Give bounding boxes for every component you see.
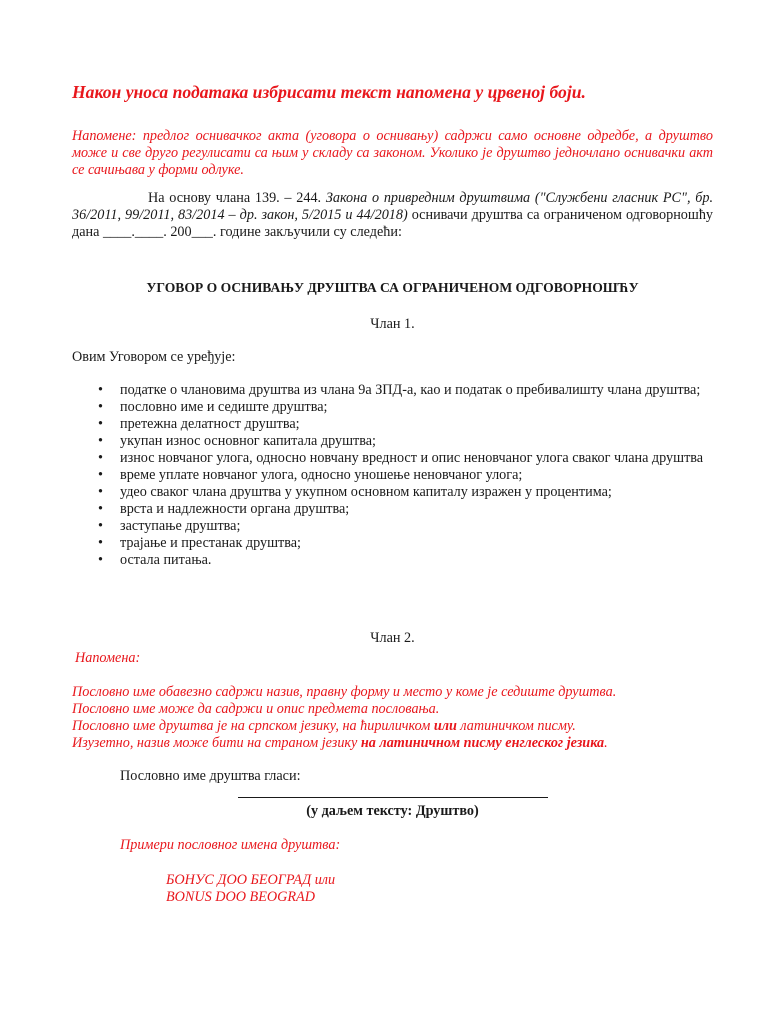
intro-part1: На основу члана 139. – 244. [148,190,326,206]
bullet-icon: • [98,450,103,466]
note-line [72,718,713,735]
note-text: Изузетно, назив може бити на страном језику [72,735,361,751]
note-business-name [72,684,713,752]
bullet-icon: • [98,399,103,415]
bullet-icon: • [98,467,103,483]
list-item-text: удео сваког члана друштва у укупном основном капиталу изражен у процентима; [120,484,612,500]
note-text: латиничком писму. [456,718,576,734]
further-text-note: (у даљем тексту: Друштво) [306,803,479,819]
regulated-items-list [96,382,713,569]
bullet-icon: • [98,535,103,551]
note-text: Пословно име друштва је на српском језику, на ћириличком [72,718,434,734]
note-label: Напомена: [75,650,141,666]
bullet-icon: • [98,433,103,449]
intro-paragraph [72,190,713,241]
note-text: . [604,735,608,751]
bullet-icon: • [98,518,103,534]
bullet-icon: • [98,552,103,568]
note-emphasis: или [433,718,457,734]
list-item [96,467,713,484]
list-item [96,501,713,518]
bullet-icon: • [98,501,103,517]
examples-list [166,872,713,906]
list-item [96,552,713,569]
list-item-text: време уплате новчаног улога, односно уношење неновчаног улога; [120,467,523,483]
example-item: BONUS DOO BEOGRAD [166,889,315,905]
business-name-label: Пословно име друштва гласи: [120,768,301,784]
note-founding-act: Напомене: предлог оснивачког акта (уговора о оснивању) садржи само основне одредбе, а друштво може и све друго регулисати са њим у складу са законом. Уколико је друштво једночлано оснивачки акт се сачињава у форми одлуке. [72,128,713,178]
list-item [96,484,713,501]
list-item [96,518,713,535]
examples-label: Примери пословног имена друштва: [120,837,341,853]
list-item-text: податке о члановима друштва из члана 9а ЗПД-а, као и податак о пребивалишту члана друштва; [120,382,701,398]
note-line: Пословно име обавезно садржи назив, правну форму и место у коме је седиште друштва. [72,684,617,700]
list-item-text: остала питања. [120,552,212,568]
bullet-icon: • [98,484,103,500]
business-name-blank-line[interactable] [238,797,548,798]
list-item [96,382,713,399]
note-line [72,735,713,752]
list-item [96,535,713,552]
intro-part2: оснивачи друштва са ограниченом одговорношћу дана ____.____. 200___. године закључили су следећи: [72,207,714,240]
bullet-icon: • [98,416,103,432]
article-1-lead: Овим Уговором се уређује: [72,349,236,365]
list-item-text: износ новчаног улога, односно новчану вредност и опис неновчаног улога сваког члана друштва [120,450,704,466]
list-item-text: врста и надлежности органа друштва; [120,501,350,517]
note-line: Пословно име може да садржи и опис предмета пословања. [72,701,440,717]
list-item-text: претежна делатност друштва; [120,416,300,432]
list-item-text: укупан износ основног капитала друштва; [120,433,376,449]
list-item-text: пословно име и седиште друштва; [120,399,328,415]
instruction-heading: Након уноса података избрисати текст напомена у црвеној боји. [72,82,586,102]
article-1-heading: Члан 1. [370,316,415,332]
list-item [96,399,713,416]
law-reference: Закона о привредним друштвима ("Службени гласник РС", бр. 36/2011, 99/2011, 83/2014 – др. закон, 5/2015 и 44/2018) [72,190,713,223]
contract-title: УГОВОР О ОСНИВАЊУ ДРУШТВА СА ОГРАНИЧЕНОМ ОДГОВОРНОШЋУ [146,280,639,295]
list-item [96,433,713,450]
list-item-text: заступање друштва; [120,518,241,534]
bullet-icon: • [98,382,103,398]
note-emphasis: на латиничном писму енглеског језика [360,735,605,751]
list-item-text: трајање и престанак друштва; [120,535,301,551]
list-item [96,416,713,433]
article-2-heading: Члан 2. [370,630,415,646]
example-item: БОНУС ДОО БЕОГРАД или [166,872,336,888]
list-item [96,450,713,467]
